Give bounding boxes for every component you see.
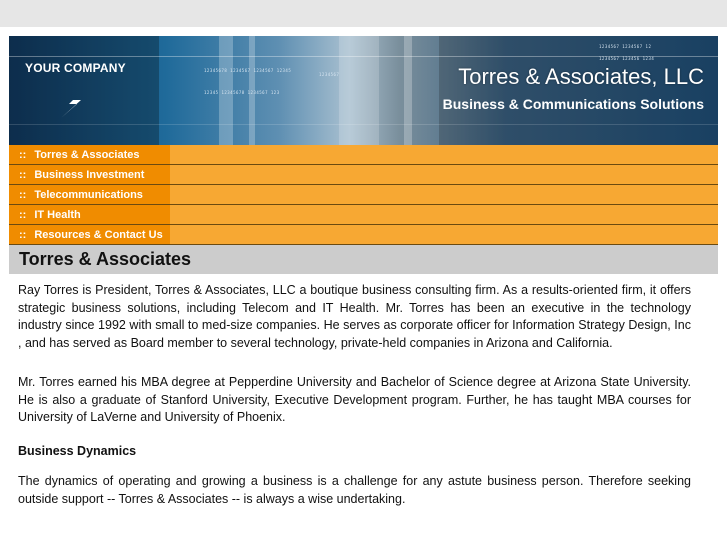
nav-item-torres-associates[interactable] bbox=[9, 145, 718, 165]
nav-item-business-investment[interactable] bbox=[9, 165, 718, 185]
nav-item-label[interactable]: Resources & Contact Us bbox=[34, 229, 163, 241]
nav-item-telecommunications[interactable] bbox=[9, 185, 718, 205]
page-heading-bar bbox=[9, 245, 718, 274]
dynamics-paragraph: The dynamics of operating and growing a business is a challenge for any astute business person. Therefore seeking outside support -- Torres & Associates -- is always a wise undertaking. bbox=[18, 474, 691, 506]
page-title: Torres & Associates bbox=[19, 249, 192, 269]
main-content bbox=[18, 282, 691, 524]
nav-item-label[interactable]: Telecommunications bbox=[34, 189, 143, 201]
nav-separator: :: bbox=[19, 169, 27, 181]
nav-separator: :: bbox=[19, 149, 27, 161]
nav-separator: :: bbox=[19, 229, 27, 241]
header-banner: 12345678 1234567 1234567 12345 12345 12345678 1234567 123 1234567 1234567 1234567 12 1234567 123456 1234 YOUR COMPANY Torres & Associates, LLC Business & Communications Solutions bbox=[9, 36, 718, 145]
nav-item-it-health[interactable] bbox=[9, 205, 718, 225]
company-title: Torres & Associates, LLC bbox=[458, 64, 704, 89]
nav-item-label[interactable]: Business Investment bbox=[34, 169, 145, 181]
browser-top-strip bbox=[0, 0, 727, 27]
company-subtitle: Business & Communications Solutions bbox=[442, 96, 704, 112]
lightning-bolt-icon bbox=[59, 80, 95, 118]
main-nav bbox=[9, 145, 718, 245]
nav-item-resources-contact[interactable] bbox=[9, 225, 718, 245]
nav-item-label[interactable]: IT Health bbox=[34, 209, 81, 221]
nav-item-label[interactable]: Torres & Associates bbox=[34, 149, 140, 161]
education-paragraph: Mr. Torres earned his MBA degree at Pepperdine University and Bachelor of Science degree at Arizona State University. He is also a graduate of Stanford University, Executive Development program. Further, he has taught MBA courses for University of LaVerne and University of Phoenix. bbox=[18, 375, 691, 424]
section-title: Business Dynamics bbox=[18, 443, 137, 458]
logo-text[interactable]: YOUR COMPANY bbox=[25, 61, 126, 75]
page-container bbox=[9, 36, 718, 545]
nav-separator: :: bbox=[19, 209, 27, 221]
bio-paragraph: Ray Torres is President, Torres & Associates, LLC a boutique business consulting firm. As a results-oriented firm, it offers strategic business solutions, including Telecom and IT Health. Mr. Torres has been an executive in the technology industry since 1992 with small to med-size companies. He serves as corporate officer for Information Strategy Design, Inc , and has served as Board member to several technology, private-held companies in Arizona and California. bbox=[18, 283, 691, 350]
nav-separator: :: bbox=[19, 189, 27, 201]
